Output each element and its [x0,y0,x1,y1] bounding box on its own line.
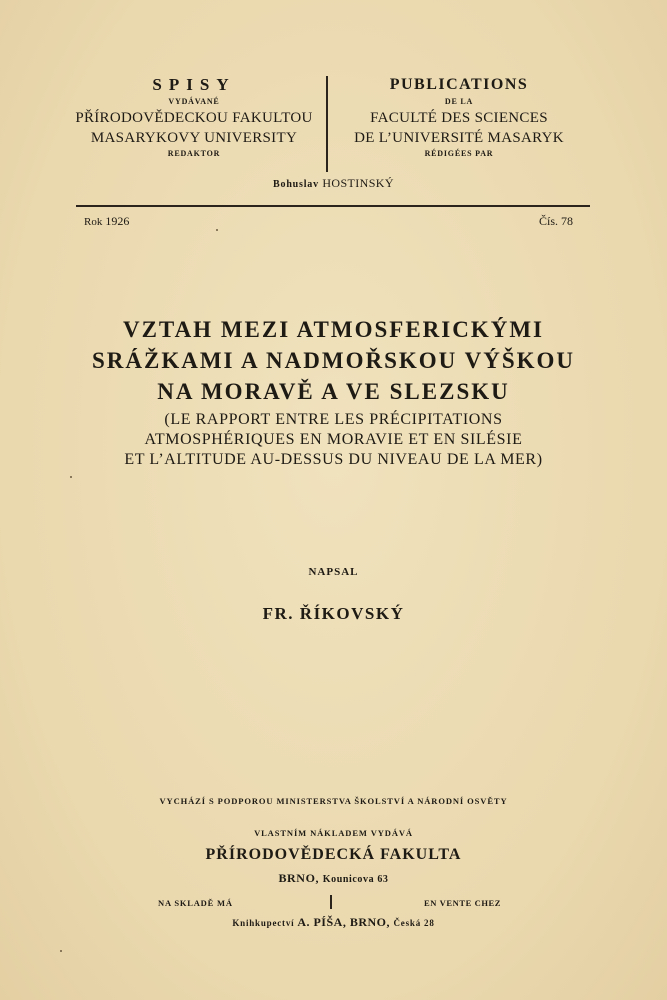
header-left-line1: VYDÁVANÉ [168,97,220,106]
stock-label-cz: NA SKLADĚ MÁ [158,898,233,908]
paper-speck [70,476,72,478]
header-left-czech [60,74,328,160]
year-label: Rok [84,216,103,228]
series-title-cz: SPISY [152,75,236,94]
bookshop-name: A. PÍŠA, BRNO, [297,915,390,929]
header-right-french [330,74,588,160]
subtitle-line: ATMOSPHÉRIQUES EN MORAVIE ET EN SILÉSIE [144,431,523,448]
editor-first-name: Bohuslav [273,179,319,190]
year-line [84,214,129,229]
header-left-line4: REDAKTOR [167,149,221,158]
french-subtitle [0,410,667,470]
header-right-line3: DE L’UNIVERSITÉ MASARYK [354,130,564,146]
title-line: NA MORAVĚ A VE SLEZSKU [157,379,510,404]
subtitle-line: ET L’ALTITUDE AU-DESSUS DU NIVEAU DE LA MER) [124,451,543,468]
header-left-line3: MASARYKOVY UNIVERSITY [90,130,298,146]
publisher-address [0,871,667,886]
editor-name [0,176,667,191]
subtitle-line: (LE RAPPORT ENTRE LES PRÉCIPITATIONS [164,411,503,428]
author-label: NAPSAL [308,566,359,578]
support-line: VYCHÁZÍ S PODPOROU MINISTERSTVA ŠKOLSTVÍ A NÁRODNÍ OSVĚTY [159,796,508,806]
paper-speck [216,229,218,231]
year-value: 1926 [105,214,130,228]
bookshop-label: Knihkupectví [232,918,295,928]
editor-last-name: HOSTINSKÝ [322,176,394,190]
stock-label-fr: EN VENTE CHEZ [424,898,502,908]
address-street: Kounicova 63 [322,874,389,885]
header-right-line1: DE LA [444,97,474,106]
issue-number: Čís. 78 [538,214,573,228]
bookshop-line [0,915,667,930]
series-title-fr: PUBLICATIONS [389,76,529,93]
title-line: SRÁŽKAMI A NADMOŘSKOU VÝŠKOU [91,348,576,373]
header-right-line2: FACULTÉ DES SCIENCES [370,110,548,126]
main-title [0,314,667,407]
title-line: VZTAH MEZI ATMOSFERICKÝMI [122,317,544,342]
own-cost-line: VLASTNÍM NÁKLADEM VYDÁVÁ [254,828,413,838]
address-city: BRNO, [278,871,320,885]
author-name: FR. ŘÍKOVSKÝ [262,604,405,623]
bookshop-street: Česká 28 [393,918,435,928]
publisher-name: PŘÍRODOVĚDECKÁ FAKULTA [205,846,462,863]
stock-divider [330,895,332,909]
header-rule [76,205,590,207]
header-divider [326,76,328,172]
paper-speck [60,950,62,952]
header-right-line4: RÉDIGÉES PAR [424,149,494,158]
header-left-line2: PŘÍRODOVĚDECKOU FAKULTOU [75,110,313,126]
